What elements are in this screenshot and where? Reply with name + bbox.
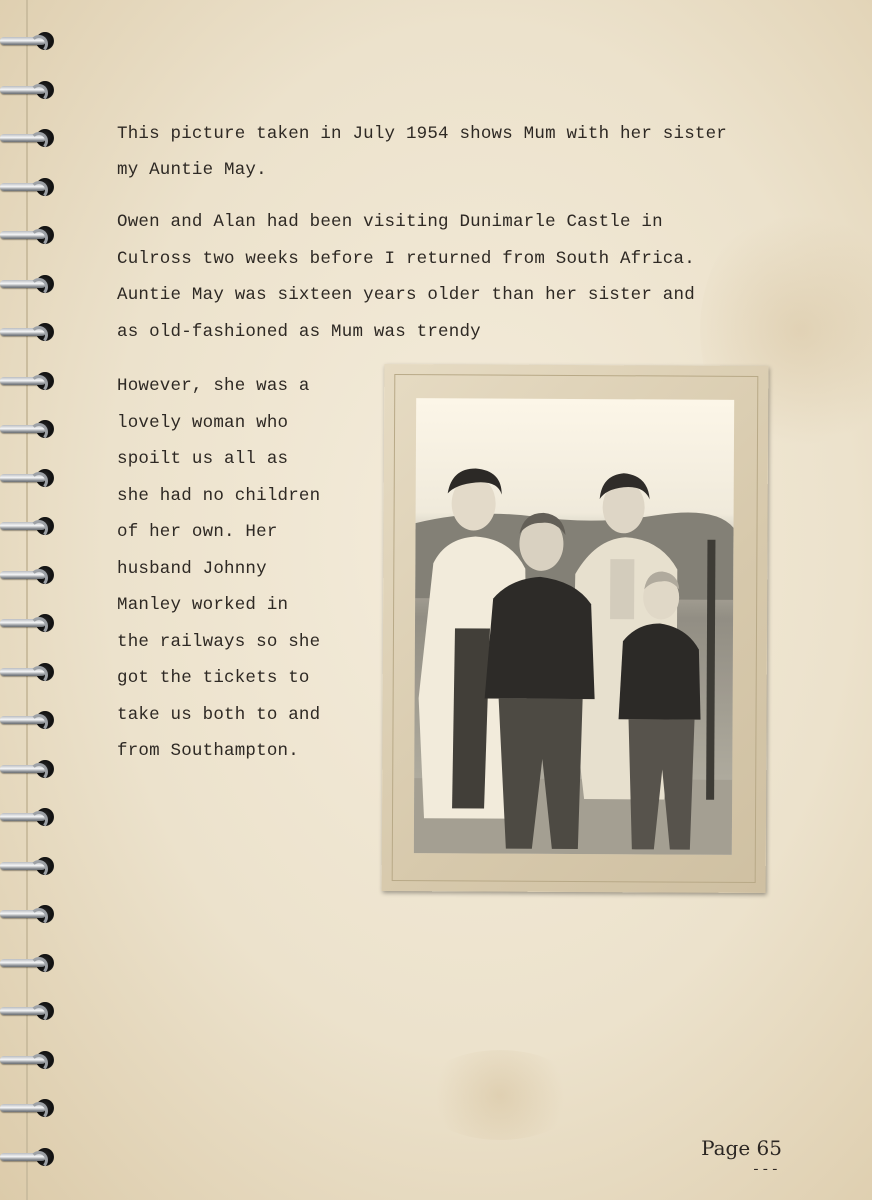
- text-line: Auntie May was sixteen years older than her sister and: [117, 285, 695, 305]
- text-line: However, she was a: [117, 376, 310, 396]
- text-line: she had no children: [117, 485, 321, 506]
- spiral-ring: [0, 661, 60, 685]
- spiral-ring: [0, 273, 60, 297]
- family-photo: [414, 398, 734, 855]
- text-line: husband Johnny: [117, 558, 267, 579]
- paragraph-visit: [117, 204, 695, 350]
- text-line: my Auntie May.: [117, 160, 267, 180]
- spiral-ring: [0, 370, 60, 394]
- text-line: take us both to and: [117, 704, 321, 725]
- text-line: lovely woman who: [117, 412, 289, 433]
- spiral-binding: [0, 0, 64, 1200]
- spiral-ring: [0, 1000, 60, 1024]
- spiral-ring: [0, 758, 60, 782]
- spiral-ring: [0, 903, 60, 927]
- spiral-ring: [0, 176, 60, 200]
- text-line: of her own. Her: [117, 522, 278, 542]
- spiral-ring: [0, 127, 60, 151]
- text-line: from Southampton.: [117, 741, 299, 761]
- paragraph-auntie-may: [117, 368, 320, 770]
- spiral-ring: [0, 321, 60, 345]
- spiral-ring: [0, 1097, 60, 1121]
- spiral-ring: [0, 467, 60, 491]
- spiral-ring: [0, 709, 60, 733]
- family-photo-frame: [382, 364, 769, 893]
- spiral-ring: [0, 224, 60, 248]
- spiral-ring: [0, 952, 60, 976]
- text-line: Culross two weeks before I returned from South Africa.: [117, 248, 695, 269]
- text-line: got the tickets to: [117, 668, 310, 688]
- family-photo-illustration: [414, 398, 734, 855]
- spiral-ring: [0, 418, 60, 442]
- text-line: the railways so she: [117, 631, 321, 652]
- spiral-ring: [0, 612, 60, 636]
- page-number-underline: ---: [751, 1162, 780, 1178]
- spiral-ring: [0, 1049, 60, 1073]
- text-line: Manley worked in: [117, 595, 289, 615]
- text-line: Owen and Alan had been visiting Dunimarle Castle in: [117, 212, 663, 232]
- spiral-ring: [0, 30, 60, 54]
- text-line: This picture taken in July 1954 shows Mum with her sister: [117, 124, 727, 144]
- spiral-ring: [0, 855, 60, 879]
- paper-stain: [420, 1050, 580, 1140]
- text-line: spoilt us all as: [117, 449, 289, 469]
- spiral-ring: [0, 515, 60, 539]
- text-line: as old-fashioned as Mum was trendy: [117, 321, 481, 342]
- spiral-ring: [0, 564, 60, 588]
- fence-post: [706, 540, 715, 800]
- spiral-ring: [0, 1146, 60, 1170]
- page-number: Page 65: [701, 1136, 782, 1160]
- spiral-ring: [0, 79, 60, 103]
- paragraph-intro: [117, 116, 727, 188]
- spiral-ring: [0, 806, 60, 830]
